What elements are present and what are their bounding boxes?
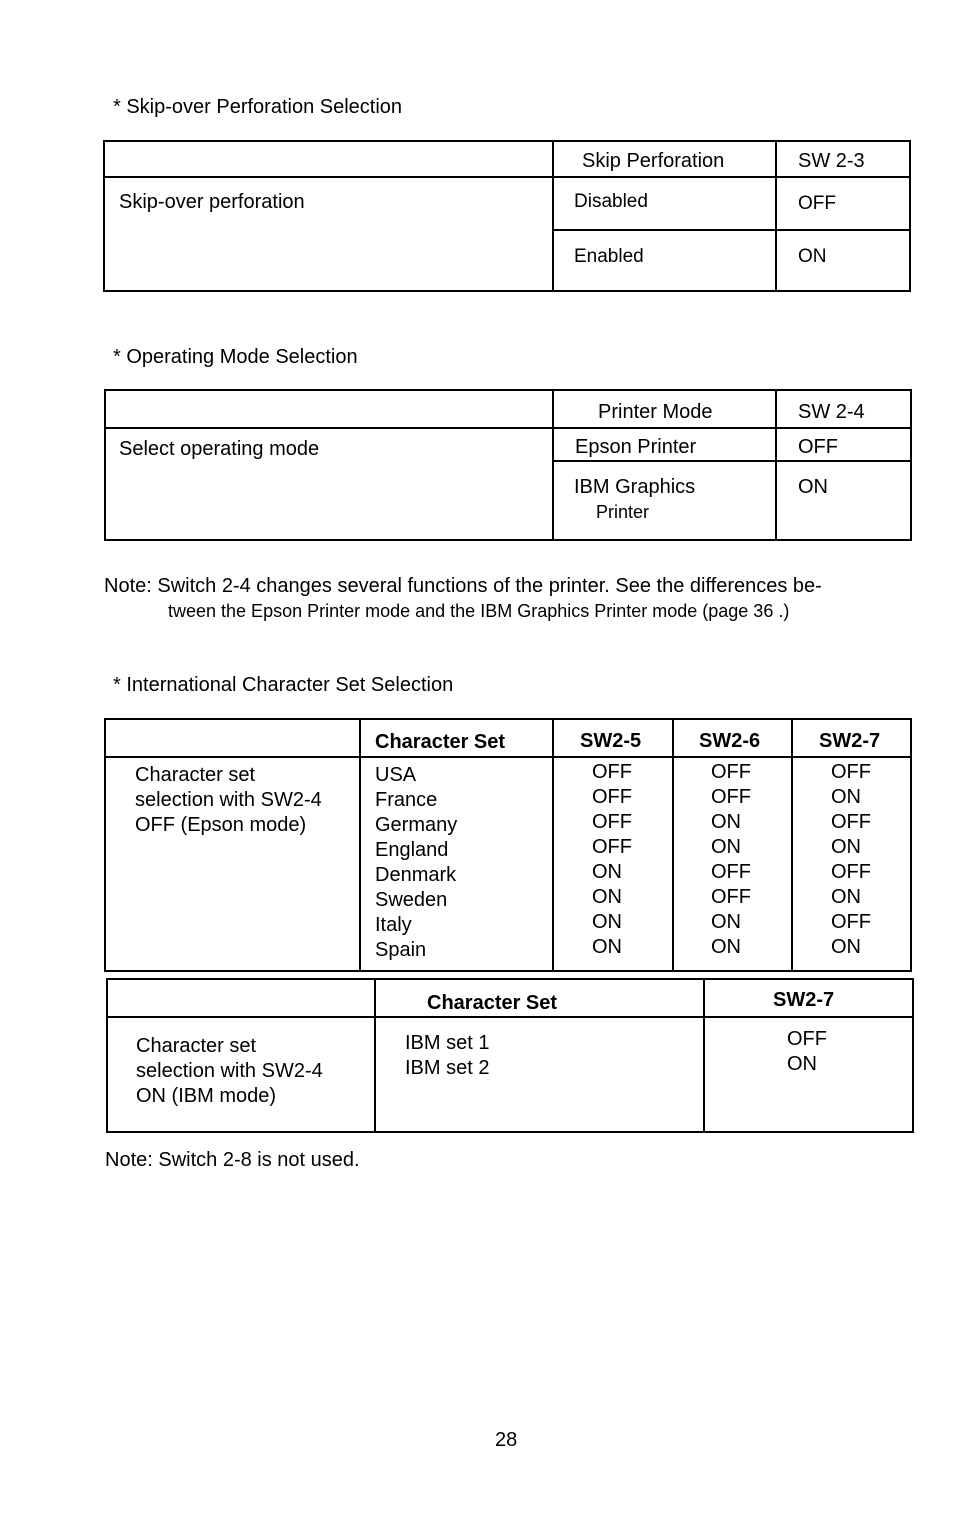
sw26-value: ON <box>711 911 741 933</box>
sw25-value: OFF <box>592 836 632 858</box>
sw26-column <box>711 760 751 960</box>
intl-note: Note: Switch 2-8 is not used. <box>105 1149 360 1171</box>
ibm-set: IBM set 2 <box>405 1057 490 1079</box>
sw27-column <box>831 760 871 960</box>
label-line: OFF (Epson mode) <box>135 814 307 836</box>
sw25-value: OFF <box>592 811 632 833</box>
sw26-value: ON <box>711 811 741 833</box>
skip-value-off: OFF <box>798 193 836 214</box>
mode-option-ibm-line1: IBM Graphics <box>574 476 696 498</box>
sw25-column <box>592 760 632 960</box>
skip-col1-header: Skip Perforation <box>582 150 725 172</box>
sw26-value: OFF <box>711 861 751 883</box>
country-sweden: Sweden <box>375 889 448 911</box>
ibm-row-label <box>136 1034 323 1109</box>
epson-header-sw27: SW2-7 <box>819 730 881 752</box>
skip-table <box>103 140 911 292</box>
divider <box>108 1016 912 1018</box>
sw27-value: OFF <box>787 1028 827 1050</box>
mode-option-epson: Epson Printer <box>575 436 697 458</box>
sw27-value: OFF <box>831 761 871 783</box>
intl-heading: * International Character Set Selection <box>113 674 454 696</box>
divider <box>552 460 910 462</box>
sw27-value: ON <box>831 936 861 958</box>
divider <box>106 427 910 429</box>
divider <box>552 229 909 231</box>
divider <box>106 756 910 758</box>
divider <box>374 980 376 1131</box>
intl-epson-table <box>104 718 912 972</box>
epson-country-list <box>375 763 457 963</box>
intl-ibm-table <box>106 978 914 1133</box>
label-line: selection with SW2-4 <box>136 1060 323 1082</box>
sw25-value: ON <box>592 861 622 883</box>
mode-value-on: ON <box>798 476 828 498</box>
sw25-value: OFF <box>592 786 632 808</box>
country-spain: Spain <box>375 939 427 961</box>
ibm-set: IBM set 1 <box>405 1032 490 1054</box>
sw26-value: ON <box>711 936 741 958</box>
ibm-header-sw27: SW2-7 <box>773 989 835 1011</box>
skip-option-enabled: Enabled <box>574 246 644 267</box>
sw27-value: ON <box>787 1053 817 1075</box>
skip-row-label: Skip-over perforation <box>119 191 305 213</box>
sw27-value: ON <box>831 836 861 858</box>
divider <box>672 720 674 970</box>
skip-heading: * Skip-over Perforation Selection <box>113 96 403 118</box>
epson-header-sw25: SW2-5 <box>580 730 642 752</box>
sw25-value: ON <box>592 936 622 958</box>
sw27-value: ON <box>831 886 861 908</box>
skip-option-disabled: Disabled <box>574 191 648 212</box>
mode-row-label: Select operating mode <box>119 438 320 460</box>
divider <box>552 142 554 290</box>
divider <box>552 391 554 539</box>
mode-note-line1: Note: Switch 2-4 changes several functions of the printer. See the differences be- <box>104 575 822 597</box>
country-usa: USA <box>375 764 417 786</box>
label-line: ON (IBM mode) <box>136 1085 277 1107</box>
country-denmark: Denmark <box>375 864 457 886</box>
ibm-set-list <box>405 1031 489 1081</box>
sw25-value: OFF <box>592 761 632 783</box>
sw26-value: ON <box>711 836 741 858</box>
country-france: France <box>375 789 438 811</box>
country-england: England <box>375 839 449 861</box>
mode-value-off: OFF <box>798 436 838 458</box>
divider <box>775 142 777 290</box>
page-number: 28 <box>495 1429 518 1451</box>
sw25-value: ON <box>592 886 622 908</box>
country-italy: Italy <box>375 914 412 936</box>
epson-header-sw26: SW2-6 <box>699 730 761 752</box>
mode-col1-header: Printer Mode <box>598 401 713 423</box>
sw25-value: ON <box>592 911 622 933</box>
divider <box>703 980 705 1131</box>
sw26-value: OFF <box>711 886 751 908</box>
mode-heading: * Operating Mode Selection <box>113 346 358 368</box>
sw26-value: OFF <box>711 761 751 783</box>
label-line: Character set <box>135 764 256 786</box>
label-line: Character set <box>136 1035 257 1057</box>
divider <box>359 720 361 970</box>
divider <box>775 391 777 539</box>
mode-table <box>104 389 912 541</box>
skip-col2-header: SW 2-3 <box>798 150 865 172</box>
ibm-sw27-column <box>787 1027 827 1077</box>
epson-header-charset: Character Set <box>375 731 506 753</box>
divider <box>552 720 554 970</box>
epson-row-label <box>135 763 322 838</box>
sw27-value: OFF <box>831 861 871 883</box>
sw27-value: OFF <box>831 811 871 833</box>
label-line: selection with SW2-4 <box>135 789 322 811</box>
sw27-value: ON <box>831 786 861 808</box>
ibm-header-charset: Character Set <box>427 992 558 1014</box>
mode-option-ibm-line2: Printer <box>596 502 650 522</box>
mode-col2-header: SW 2-4 <box>798 401 865 423</box>
skip-value-on: ON <box>798 246 827 267</box>
country-germany: Germany <box>375 814 458 836</box>
divider <box>791 720 793 970</box>
sw26-value: OFF <box>711 786 751 808</box>
divider <box>105 176 909 178</box>
sw27-value: OFF <box>831 911 871 933</box>
mode-note-line2: tween the Epson Printer mode and the IBM Graphics Printer mode (page 36 .) <box>168 601 790 621</box>
